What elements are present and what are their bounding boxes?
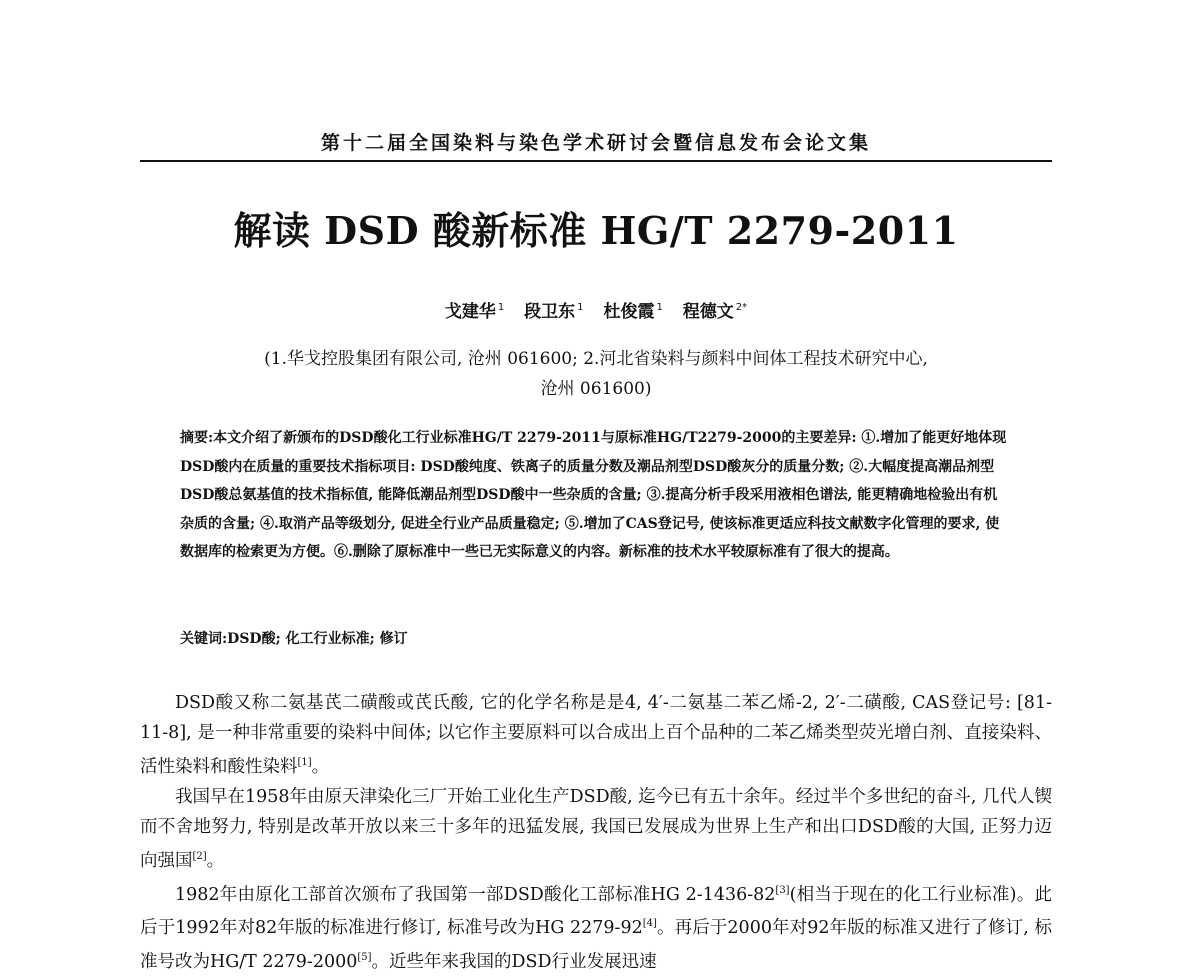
- author: 杜俊霞 $^1$: [603, 302, 663, 322]
- author: 戈建华 $^1$: [444, 302, 505, 322]
- author: 程德文 $^{2*}$: [682, 302, 748, 322]
- keywords: [180, 628, 1010, 648]
- author: 段卫东 $^1$: [524, 302, 584, 322]
- keywords-label: 关键词:: [180, 631, 228, 647]
- body-paragraph: 1982年由原化工部首次颁布了我国第一部DSD酸化工部标准HG 2-1436-82[3](相当于现在的化工行业标准)。此后于1992年对82年版的标准进行修订, 标准号改为HG 2279-92[4]。再后于2000年对92年版的标准又进行了修订, 标准号改为HG/T 2279-2000[5]。近些年来我国的DSD行业发展迅速: [140, 884, 1053, 973]
- citation: [1]: [297, 757, 312, 768]
- author-list: [140, 297, 1052, 322]
- affiliation-line: 沧州 061600): [540, 379, 652, 399]
- citation: [5]: [357, 952, 372, 964]
- citation: [3]: [775, 884, 790, 896]
- citation: [2]: [192, 850, 207, 862]
- keywords-text: DSD酸; 化工行业标准; 修订: [227, 631, 408, 647]
- abstract: [180, 424, 1010, 567]
- body-text: [140, 688, 1052, 977]
- citation: [4]: [642, 918, 657, 930]
- body-paragraph: DSD酸又称二氨基芪二磺酸或芪氏酸, 它的化学名称是是4, 4′-二氨基二苯乙烯-2, 2′-二磺酸, CAS登记号: [81-11-8], 是一种非常重要的染料中间体; 以它作主要原料可以合成出上百个品种的二苯乙烯类型荧光增白剂、直接染料、活性染料和酸性染料[1]。: [140, 693, 1052, 777]
- affiliation-line: (1.华戈控股集团有限公司, 沧州 061600; 2.河北省染料与颜料中间体工程技术研究中心,: [264, 349, 928, 369]
- header-rule: [140, 160, 1052, 162]
- running-header: 第十二届全国染料与染色学术研讨会暨信息发布会论文集: [320, 132, 871, 154]
- abstract-label: 摘要:: [180, 430, 214, 446]
- abstract-text: 本文介绍了新颁布的DSD酸化工行业标准HG/T 2279-2011与原标准HG/T2279-2000的主要差异: ①.增加了能更好地体现DSD酸内在质量的重要技术指标项目: DSD酸纯度、铁离子的质量分数及潮品剂型DSD酸灰分的质量分数; ②.大幅度提高潮品剂型DSD酸总氨基值的技术指标值, 能降低潮品剂型DSD酸中一些杂质的含量; ③.提高分析手段采用液相色谱法, 能更精确地检验出有机杂质的含量; ④.取消产品等级划分, 促进全行业产品质量稳定; ⑤.增加了CAS登记号, 使该标准更适应科技文献数字化管理的要求, 使数据库的检索更为方便。⑥.删除了原标准中一些已无实际意义的内容。新标准的技术水平较原标准有了很大的提高。: [180, 430, 1007, 561]
- paper-title: 解读 DSD 酸新标准 HG/T 2279-2011: [233, 208, 959, 253]
- body-paragraph: 我国早在1958年由原天津染化三厂开始工业化生产DSD酸, 迄今已有五十余年。经过半个多世纪的奋斗, 几代人锲而不舍地努力, 特别是改革开放以来三十多年的迅猛发展, 我国已发展成为世界上生产和出口DSD酸的大国, 正努力迈向强国[2]。: [140, 786, 1052, 871]
